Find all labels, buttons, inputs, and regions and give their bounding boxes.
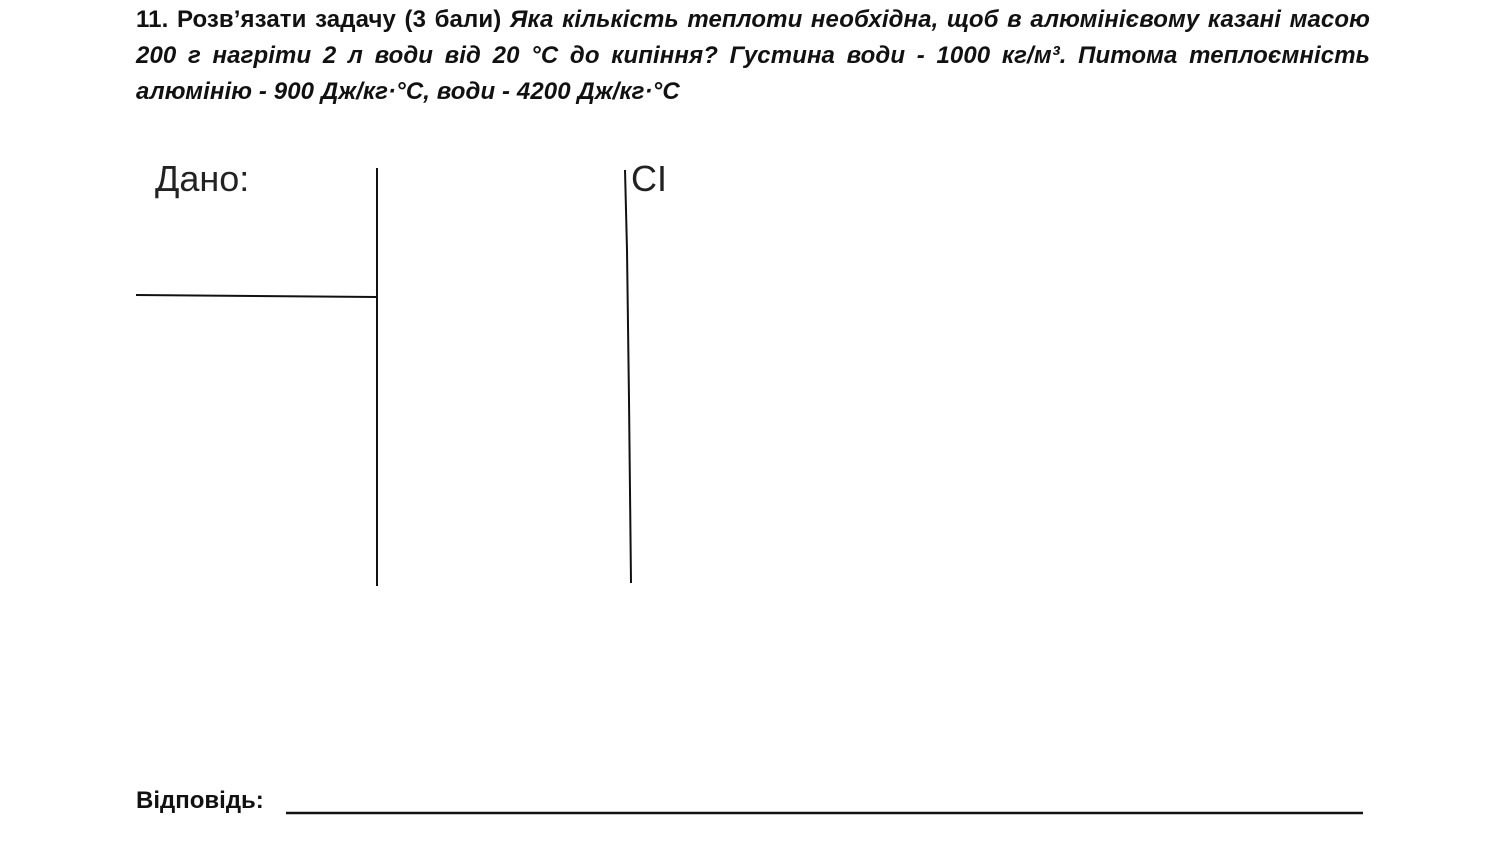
given-label: Дано: [155,158,250,199]
problem-text: Яка кількість теплоти необхідна, щоб в алюмінієвому казані масою 200 г нагріти 2 л води від 20 °С до кипіння? Густина води - 1000 кг/м³. Питома теплоємність алюмінію - 900 Дж/кг·°С, води - 4200 Дж/кг·°С [136,6,1370,105]
answer-label: Відповідь: [136,787,264,814]
si-vertical-line [625,170,631,583]
problem-heading: Розв’язати задачу (3 бали) [176,6,502,33]
problem-number: 11. [136,6,169,33]
given-divider-line [136,295,377,297]
si-label: СІ [631,158,667,199]
